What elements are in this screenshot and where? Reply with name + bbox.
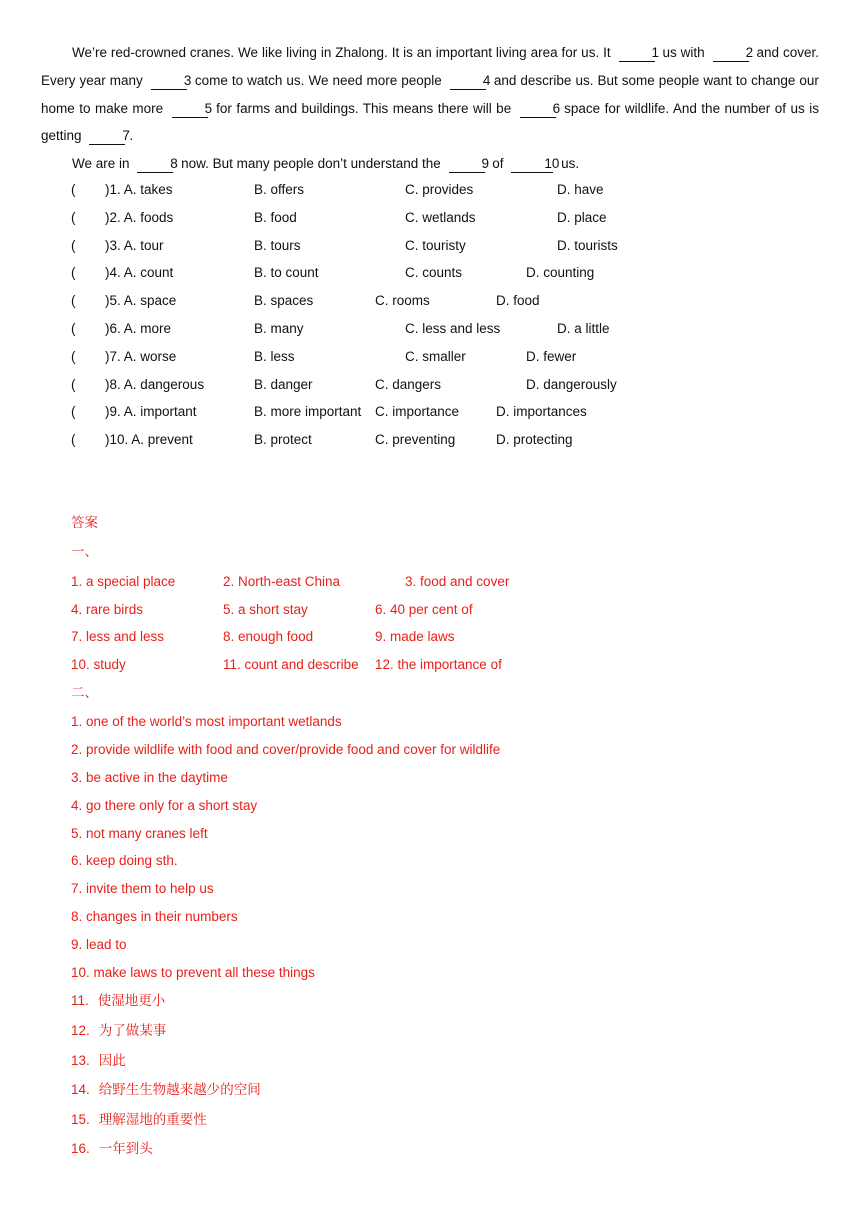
option-d: D. place <box>557 209 607 225</box>
answer-grid-row <box>71 568 831 596</box>
passage-text: space for wildlife. And the number of us is getting <box>41 100 819 144</box>
option-c: C. wetlands <box>405 209 476 225</box>
answer-text: 理解湿地的重要性 <box>98 1111 207 1128</box>
answer-paren: ( <box>71 237 76 253</box>
answer-text: 为了做某事 <box>98 1022 167 1039</box>
answer-item: 7. less and less <box>71 629 165 645</box>
answer-paren: ( <box>71 293 76 309</box>
answer-line: 10. make laws to prevent all these things <box>71 964 315 980</box>
answer-item: 3. food and cover <box>405 573 510 589</box>
option-b: B. food <box>254 209 297 225</box>
answer-text: 给野生生物越来越少的空间 <box>98 1082 261 1099</box>
answer-line: 1. one of the world’s most important wetlands <box>71 714 342 730</box>
answer-item: 9. made laws <box>375 629 455 645</box>
option-row-8 <box>71 371 831 399</box>
option-b: B. many <box>254 320 304 336</box>
option-b: B. protect <box>254 432 312 448</box>
option-a: )8. A. dangerous <box>105 376 205 392</box>
blank-8: 8 <box>137 156 173 173</box>
answer-paren: ( <box>71 320 76 336</box>
answer-line-chinese <box>71 1046 831 1076</box>
option-c: C. less and less <box>405 320 501 336</box>
passage-text: come to watch us. We need more people <box>194 72 442 88</box>
answer-item: 1. a special place <box>71 573 176 589</box>
passage-text: . <box>129 128 134 144</box>
answer-paren: ( <box>71 432 76 448</box>
passage-text: We are in <box>72 156 130 172</box>
option-b: B. more important <box>254 404 362 420</box>
answer-line: 9. lead to <box>71 936 127 952</box>
answer-item: 12. the importance of <box>375 657 502 673</box>
passage-text: We’re red-crowned cranes. We like living in Zhalong. It is an important living area for us. It <box>72 45 611 60</box>
option-row-10 <box>71 426 831 454</box>
answer-item: 8. enough food <box>223 629 314 645</box>
option-row-3 <box>71 232 831 260</box>
option-row-2 <box>71 204 831 232</box>
option-d: D. food <box>496 293 540 309</box>
answer-line-chinese <box>71 1105 831 1135</box>
answer-number: 16. <box>71 1141 90 1157</box>
answer-item: 2. North-east China <box>223 573 341 589</box>
section-2-heading: 二、 <box>71 684 98 701</box>
answer-paren: ( <box>71 209 76 225</box>
option-c: C. touristy <box>405 237 466 253</box>
answer-grid-row <box>71 651 831 679</box>
option-a: )4. A. count <box>105 265 174 281</box>
option-d: D. protecting <box>496 432 573 448</box>
answer-line-chinese <box>71 986 831 1016</box>
blank-6: 6 <box>520 101 556 118</box>
answer-paren: ( <box>71 265 76 281</box>
answer-number: 12. <box>71 1022 90 1038</box>
answer-line-chinese <box>71 1016 831 1046</box>
answer-number: 11. <box>71 993 89 1009</box>
option-c: C. preventing <box>375 432 456 448</box>
answer-line: 3. be active in the daytime <box>71 769 228 785</box>
answer-paren: ( <box>71 404 76 420</box>
passage-paragraph-2 <box>41 150 819 178</box>
answer-paren: ( <box>71 348 76 364</box>
answer-line-chinese <box>71 1134 831 1164</box>
option-c: C. dangers <box>375 376 442 392</box>
option-d: D. a little <box>557 320 610 336</box>
option-d: D. have <box>557 182 604 197</box>
multiple-choice-options <box>71 176 831 454</box>
answer-key <box>71 509 831 1164</box>
answer-text: 使湿地更小 <box>97 993 166 1010</box>
answer-text: 因此 <box>98 1052 126 1069</box>
option-c: C. smaller <box>405 348 466 364</box>
option-a: )1. A. takes <box>105 182 173 197</box>
answer-number: 13. <box>71 1052 90 1068</box>
answer-item: 10. study <box>71 657 126 673</box>
answer-item: 6. 40 per cent of <box>375 601 473 617</box>
blank-7: 7 <box>89 128 125 145</box>
answer-item: 5. a short stay <box>223 601 308 617</box>
option-b: B. tours <box>254 237 301 253</box>
blank-5: 5 <box>172 101 208 118</box>
passage-text: and cover. Every year many <box>41 45 819 88</box>
answer-line: 6. keep doing sth. <box>71 853 178 869</box>
option-row-7 <box>71 343 831 371</box>
option-a: )3. A. tour <box>105 237 164 253</box>
passage-text: now. But many people don’t understand the <box>181 156 441 172</box>
passage-paragraph-1 <box>41 39 819 150</box>
option-a: )9. A. important <box>105 404 197 420</box>
blank-3: 3 <box>151 73 187 90</box>
answer-item: 4. rare birds <box>71 601 144 617</box>
option-d: D. dangerously <box>526 376 617 392</box>
passage-text: and describe us. But some people want to change our home to make more <box>41 72 819 116</box>
option-b: B. less <box>254 348 295 364</box>
option-b: B. danger <box>254 376 313 392</box>
option-a: )10. A. prevent <box>105 432 193 448</box>
option-row-4 <box>71 259 831 287</box>
option-c: C. provides <box>405 182 474 197</box>
answer-grid-row <box>71 596 831 624</box>
option-a: )5. A. space <box>105 293 177 309</box>
blank-9: 9 <box>449 156 485 173</box>
passage-text: of <box>492 156 504 172</box>
section-1-heading: 一、 <box>71 544 98 561</box>
option-row-6 <box>71 315 831 343</box>
blank-2: 2 <box>713 45 749 62</box>
passage-text: for farms and buildings. This means there will be <box>216 100 512 116</box>
answer-grid-row <box>71 623 831 651</box>
option-d: D. fewer <box>526 348 577 364</box>
option-a: )6. A. more <box>105 320 172 336</box>
option-b: B. offers <box>254 182 305 197</box>
answer-paren: ( <box>71 376 76 392</box>
option-a: )7. A. worse <box>105 348 177 364</box>
option-b: B. spaces <box>254 293 314 309</box>
option-row-9 <box>71 398 831 426</box>
option-c: C. counts <box>405 265 463 281</box>
answer-line: 7. invite them to help us <box>71 881 214 897</box>
answer-line: 8. changes in their numbers <box>71 908 238 924</box>
option-d: D. importances <box>496 404 587 420</box>
blank-4: 4 <box>450 73 486 90</box>
option-b: B. to count <box>254 265 319 281</box>
blank-1: 1 <box>619 45 655 62</box>
option-a: )2. A. foods <box>105 209 174 225</box>
answer-line-chinese <box>71 1075 831 1105</box>
answer-number: 15. <box>71 1111 90 1127</box>
option-d: D. counting <box>526 265 595 281</box>
option-c: C. importance <box>375 404 460 420</box>
option-d: D. tourists <box>557 237 618 253</box>
answer-paren: ( <box>71 182 76 197</box>
blank-10: 10 <box>511 156 553 173</box>
answer-number: 14. <box>71 1082 90 1098</box>
option-row-1 <box>71 176 831 204</box>
answer-line: 5. not many cranes left <box>71 825 208 841</box>
option-row-5 <box>71 287 831 315</box>
answer-title: 答案 <box>71 515 98 531</box>
passage-text: us with <box>662 45 705 60</box>
passage-text: us. <box>561 156 580 172</box>
answer-text: 一年到头 <box>98 1141 153 1158</box>
cloze-passage <box>41 39 819 178</box>
answer-line: 2. provide wildlife with food and cover/provide food and cover for wildlife <box>71 742 501 758</box>
answer-item: 11. count and describe <box>223 657 359 673</box>
option-c: C. rooms <box>375 293 430 309</box>
answer-line: 4. go there only for a short stay <box>71 797 258 813</box>
